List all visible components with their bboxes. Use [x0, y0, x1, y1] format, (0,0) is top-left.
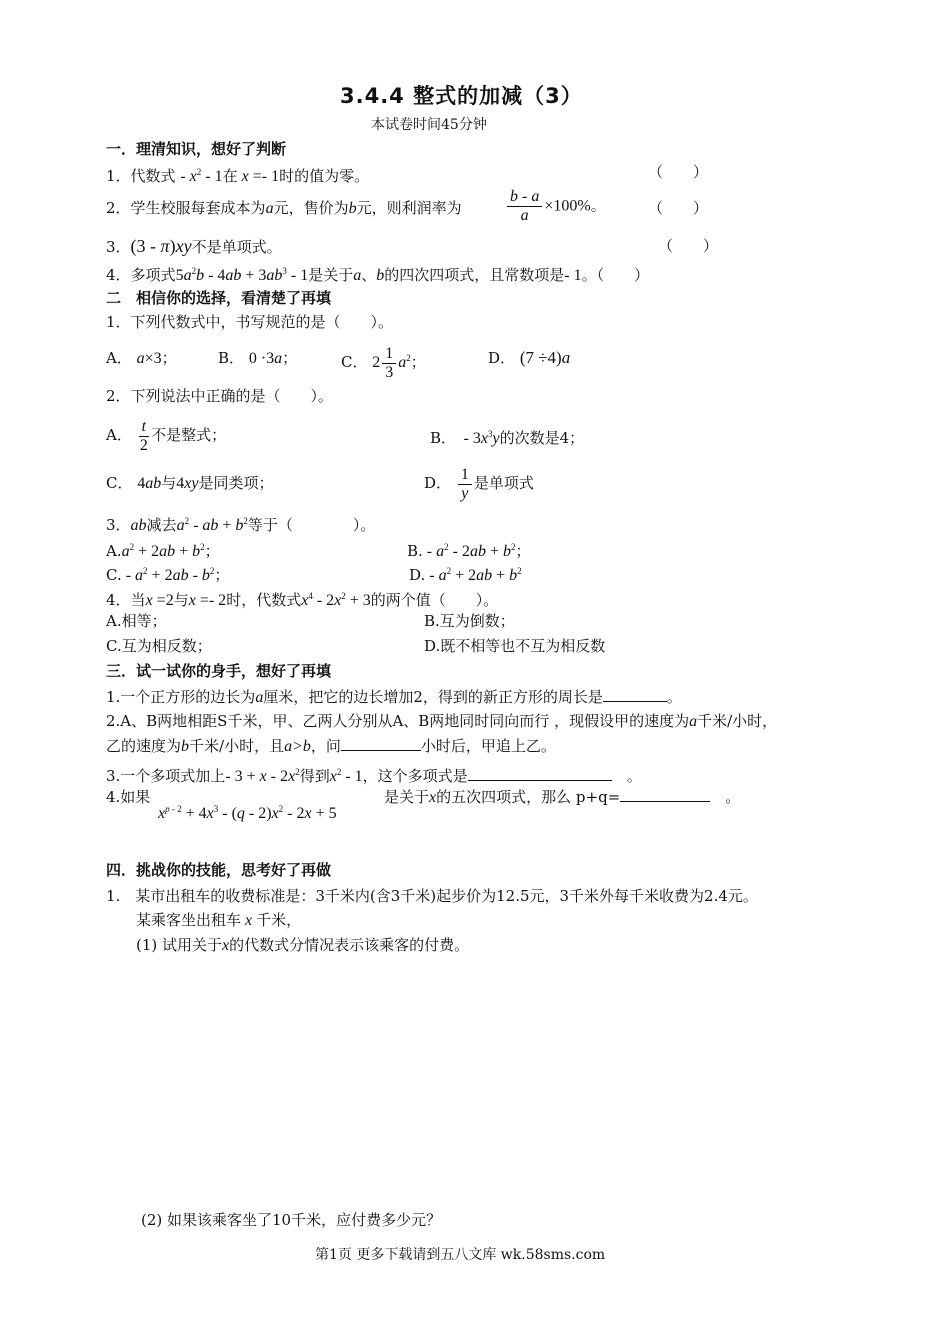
s1-question-4: 4．多项式$5a^2b - 4ab + 3ab^3 - 1$是关于a、b的四次四项式，且常数项是- 1。（ ） [106, 266, 650, 284]
s2-q4-option-a[interactable]: A.相等； [106, 612, 167, 630]
s2-q3-option-d[interactable]: D. - $a^2 + 2ab + b^2$ [409, 566, 522, 584]
s2-q4-option-b[interactable]: B.互为倒数； [424, 612, 515, 630]
page-footer: 第1页 更多下载请到五八文库 wk.58sms.com [315, 1247, 606, 1263]
s2-q3-option-a[interactable]: $A.a^2 + 2ab + b^2$； [106, 542, 220, 560]
page-title: 3.4.4 整式的加减（3） [340, 84, 583, 108]
section-2-heading: 二 相信你的选择，看清楚了再填 [106, 289, 332, 307]
s1-q4-paren[interactable]: （ ） [596, 266, 650, 284]
s2-q1-option-d[interactable]: D． (7 ÷4)a [488, 348, 571, 367]
section-3-heading: 三．试一试你的身手，想好了再填 [106, 662, 332, 680]
math-var: a [265, 200, 274, 217]
s3-question-2-line-1: 2.A、B两地相距S千米，甲、乙两人分别从A、B两地同时同向而行 ，现假设甲的速度为a千米/小时， [106, 712, 778, 730]
s1-question-2: 2．学生校服每套成本为a元，售价为b元，则利润率为 [106, 199, 462, 217]
math-expr: $5a^2b - 4ab + 3ab^3 - 1$ [175, 266, 309, 284]
s2-question-3-stem: 3．ab减去$a^2$ - ab + $b^2$等于（ ）。 [106, 516, 376, 534]
s4-question-1-line-2: 某乘客坐出租车 x 千米， [136, 911, 302, 929]
s2-q4-option-d[interactable]: D.既不相等也不互为相反数 [424, 637, 606, 655]
s1-q3-paren[interactable]: （ ） [658, 237, 719, 255]
s2-q3-option-c[interactable]: C. - $a^2 + 2ab - b^2$； [106, 566, 230, 584]
s2-q1-option-c[interactable]: C． 2 $\frac{1}{3}$ $a^2$； [341, 344, 426, 381]
section-1-heading: 一．理清知识，想好了判断 [106, 140, 287, 158]
page-subtitle: 本试卷时间45分钟 [371, 117, 487, 133]
s2-question-1-stem: 1．下列代数式中，书写规范的是（ ）。 [106, 313, 394, 331]
s4-question-1-part-2: (2) 如果该乘客坐了10千米，应付费多少元？ [141, 1211, 442, 1229]
s4-question-1-line-1: 1. 某市出租车的收费标准是：3千米内(含3千米)起步价为12.5元，3千米外每千米收费为2.4元。 [106, 887, 758, 905]
s1-question-1: 1．代数式 - $x^2 - 1$在 x =- 1时的值为零。 [106, 167, 370, 185]
answer-blank[interactable] [620, 787, 710, 802]
s3-question-4-label: 4.如果 [106, 788, 151, 806]
s3-question-3: 3.一个多项式加上- $3 + x - 2x^2$得到$x^2 - 1$，这个多项式是 。 [106, 767, 642, 785]
s3-question-4-rest: 是关于x的五次四项式，那么 p+q= 。 [384, 788, 741, 806]
s2-q1-option-a[interactable]: A． a×3； [106, 349, 177, 367]
section-4-heading: 四．挑战你的技能，思考好了再做 [106, 861, 332, 879]
s2-q3-option-b[interactable]: B. - $a^2 - 2ab + b^2$； [407, 542, 531, 560]
s1-q2-paren[interactable]: （ ） [648, 199, 709, 217]
s3-question-2-line-2: 乙的速度为b千米/小时，且a>b，问 小时后，甲追上乙。 [106, 737, 556, 755]
s2-q2-option-c[interactable]: C． 4ab与4xy是同类项； [106, 474, 274, 492]
s2-q1-option-b[interactable]: B． 0 ·3a； [218, 349, 298, 367]
math-expr: ×100% [544, 197, 591, 215]
s3-q4-polynomial: $x^{p - 2} + 4x^3 - (q - 2)x^2 - 2x + 5$ [158, 804, 337, 822]
answer-blank[interactable] [341, 736, 421, 751]
answer-blank[interactable] [468, 766, 612, 781]
math-var: b [348, 200, 357, 217]
s1-question-3: 3．(3 - π)xy不是单项式。 [106, 236, 282, 256]
s2-q2-option-a[interactable]: A． $\frac{t}{2}$ 不是整式； [106, 417, 227, 454]
s2-q2-option-d[interactable]: D． $\frac{1}{y}$ 是单项式 [424, 465, 534, 502]
s1-q1-paren[interactable]: （ ） [648, 163, 709, 181]
s2-question-2-stem: 2．下列说法中正确的是（ ）。 [106, 387, 334, 405]
s1-q2-fraction: $\frac{b - a}{a}$ ×100%。 [505, 188, 606, 225]
s3-question-1: 1.一个正方形的边长为a厘米，把它的边长增加2，得到的新正方形的周长是 。 [106, 688, 682, 706]
profit-fraction: $\frac{b - a}{a}$ [507, 188, 542, 225]
s2-question-4-stem: 4．当x =2与x =- 2时，代数式$x^4 - 2x^2 + 3$的两个值（ ）。 [106, 591, 499, 609]
s2-q2-option-b[interactable]: B． - $3x^3y$的次数是4； [430, 429, 585, 447]
s4-question-1-part-1: (1) 试用关于x的代数式分情况表示该乘客的付费。 [136, 936, 470, 954]
answer-blank[interactable] [603, 687, 667, 702]
math-expr: (3 - π)xy [130, 236, 192, 256]
math-expr: x =- 1 [241, 168, 280, 185]
s2-q4-option-c[interactable]: C.互为相反数； [106, 637, 212, 655]
math-expr: - $x^2 - 1$ [180, 167, 223, 185]
